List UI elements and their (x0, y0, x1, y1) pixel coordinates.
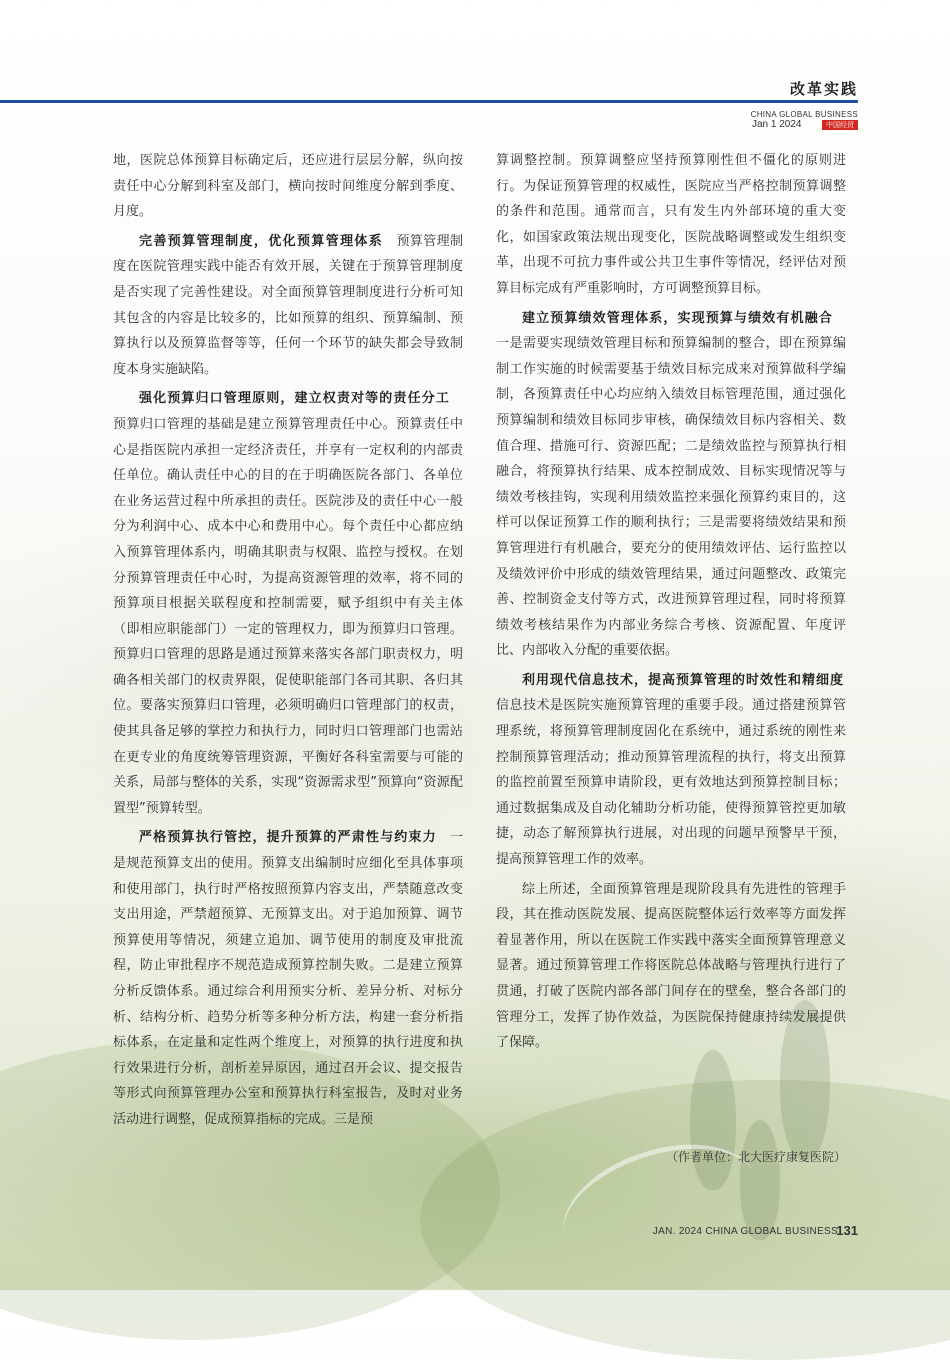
footer-text: JAN. 2024 CHINA GLOBAL BUSINESS (652, 1226, 838, 1237)
magazine-logo: 中国经贸 (822, 120, 858, 130)
paragraph (113, 148, 463, 225)
paragraph-text: 一是需要实现绩效管理目标和预算编制的整合，即在预算编制工作实施的时候需要基于绩效目标完成来对预算做科学编制，各预算责任中心均应纳入绩效目标管理范围，通过强化预算编制和绩效目标同步审核，确保绩效目标内容相关、数值合理、措施可行、资源匹配；二是绩效监控与预算执行相融合，将预算执行结果、成本控制成效、目标实现情况等与绩效考核挂钩，实现利用绩效监控来强化预算约束目的，这样可以保证预算工作的顺利执行；三是需要将绩效结果和预算管理进行有机融合，要充分的使用绩效评估、运行监控以及绩效评价中形成的绩效管理结果，通过问题整改、政策完善、控制资金支付等方式，改进预算管理过程，同时将预算绩效考核结果作为内部业务综合考核、资源配置、年度评比、内部收入分配的重要依据。 (496, 310, 846, 659)
paragraph-text: 综上所述，全面预算管理是现阶段具有先进性的管理手段，其在推动医院发展、提高医院整体运行效率等方面发挥着显著作用，所以在医院工作实践中落实全面预算管理意义显著。通过预算管理工作将医院总体战略与管理执行进行了贯通，打破了医院内部各部门间存在的壁垒，整合各部门的管理分工，发挥了协作效益，为医院保持健康持续发展提供了保障。 (496, 881, 846, 1051)
header-rule (0, 100, 858, 103)
paragraph-heading: 建立预算绩效管理体系，实现预算与绩效有机融合 (522, 310, 833, 326)
paragraph-text: 预算归口管理的基础是建立预算管理责任中心。预算责任中心是指医院内承担一定经济责任，并享有一定权利的内部责任单位。确认责任中心的目的在于明确医院各部门、各单位在业务运营过程中所承担的责任。医院涉及的责任中心一般分为利润中心、成本中心和费用中心。每个责任中心都应纳入预算管理体系内，明确其职责与权限、监控与授权。在划分预算管理责任中心时，为提高资源管理的效率，将不同的预算项目根据关联程度和控制需要，赋予组织中有关主体（即相应职能部门）一定的管理权力，即为预算归口管理。预算归口管理的思路是通过预算来落实各部门职责权力，明确各相关部门的权责界限，促使职能部门各司其职、各归其位。要落实预算归口管理，必须明确归口管理部门的权责，使其具备足够的掌控力和执行力，同时归口管理部门也需站在更专业的角度统筹管理资源，平衡好各科室需要与可能的关系，局部与整体的关系，实现“资源需求型”预算向“资源配置型”预算转型。 (113, 391, 463, 816)
paragraph (496, 306, 846, 664)
paragraph-text: 预算管理制度在医院管理实践中能否有效开展，关键在于预算管理制度是否实现了完善性建设。对全面预算管理制度进行分析可知其包含的内容是比较多的，比如预算的组织、预算编制、预算执行以及预算监督等等，任何一个环节的缺失都会导致制度本身实施缺陷。 (113, 233, 463, 377)
paragraph-text: 算调整控制。预算调整应坚持预算刚性但不僵化的原则进行。为保证预算管理的权威性，医院应当严格控制预算调整的条件和范围。通常而言，只有发生内外部环境的重大变化，如国家政策法规出现变化，医院战略调整或发生组织变革，出现不可抗力事件或公共卫生事件等情况，经评估对预算目标完成有严重影响时，方可调整预算目标。 (496, 153, 846, 296)
issue-date: Jan 1 2024 (752, 119, 802, 130)
page-number: 131 (836, 1223, 858, 1238)
paragraph (496, 668, 858, 873)
paragraph (113, 229, 463, 383)
paragraph-text: 地，医院总体预算目标确定后，还应进行层层分解，纵向按责任中心分解到科室及部门，横向按时间维度分解到季度、月度。 (113, 153, 463, 220)
right-column (496, 148, 858, 1056)
paragraph-heading: 利用现代信息技术，提高预算管理的时效性和精细度 (522, 672, 845, 688)
author-affiliation: （作者单位：北大医疗康复医院） (665, 1150, 846, 1164)
paragraph (113, 825, 463, 1132)
paragraph (496, 877, 846, 1056)
paragraph-heading: 完善预算管理制度，优化预算管理体系 (139, 233, 384, 249)
paragraph (496, 148, 846, 302)
paragraph (113, 386, 463, 821)
paragraph-heading: 强化预算归口管理原则，建立权责对等的责任分工 (139, 391, 450, 407)
paragraph-heading: 严格预算执行管控，提升预算的严肃性与约束力 (139, 830, 437, 846)
section-title: 改革实践 (789, 80, 858, 98)
paragraph-text: 一是规范预算支出的使用。预算支出编制时应细化至具体事项和使用部门，执行时严格按照预算内容支出，严禁随意改变支出用途，严禁超预算、无预算支出。对于追加预算、调节预算使用等情况，须建立追加、调节使用的制度及审批流程，防止审批程序不规范造成预算控制失败。二是建立预算分析反馈体系。通过综合利用预实分析、差异分析、对标分析、结构分析、趋势分析等多种分析方法，构建一套分析指标体系，在定量和定性两个维度上，对预算的执行进度和执行效果进行分析，剖析差异原因，通过召开会议、提交报告等形式向预算管理办公室和预算执行科室报告，及时对业务活动进行调整，促成预算指标的完成。三是预 (113, 830, 463, 1127)
paragraph-text: 信息技术是医院实施预算管理的重要手段。通过搭建预算管理系统，将预算管理制度固化在系统中，通过系统的刚性来控制预算管理活动；推动预算管理流程的执行，将支出预算的监控前置至预算申请阶段，更有效地达到预算控制目标；通过数据集成及自动化辅助分析功能，使得预算管控更加敏捷，动态了解预算执行进展，对出现的问题早预警早干预，提高预算管理工作的效率。 (496, 672, 858, 868)
magazine-name: CHINA GLOBAL BUSINESS (750, 110, 858, 119)
left-column (113, 148, 463, 1133)
